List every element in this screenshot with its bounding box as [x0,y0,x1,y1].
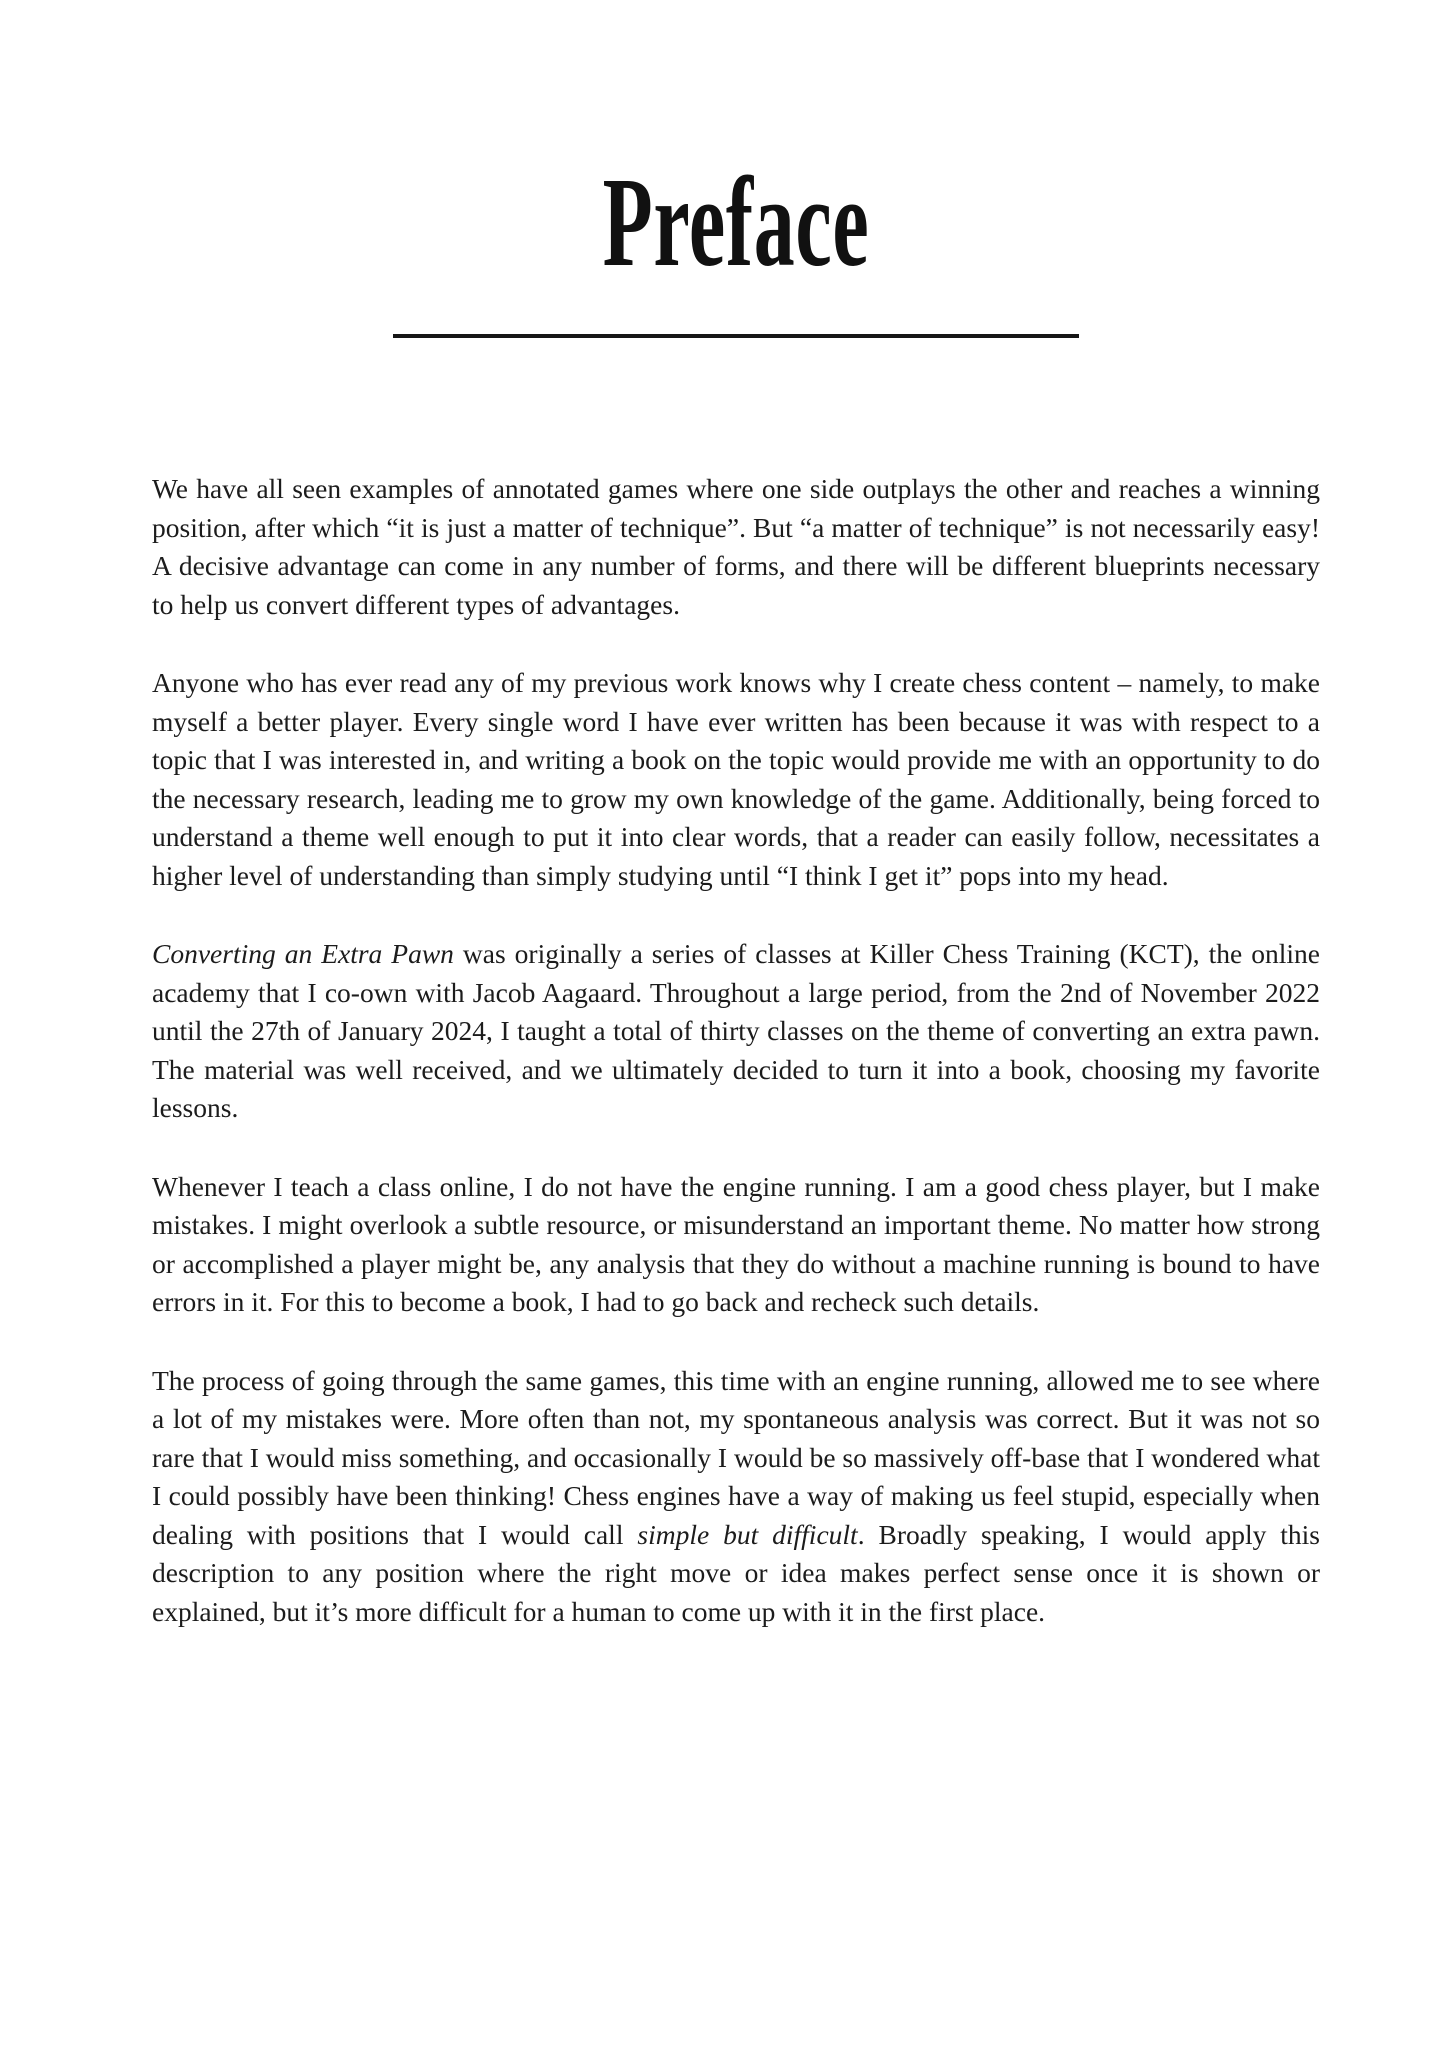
paragraph-3: Converting an Extra Pawn was originally a series of classes at Killer Chess Training (KCT), the online academy that I co-own with Jacob Aagaard. Throughout a large period, from the 2nd of November 2022 until the 27th of January 2024, I taught a total of thirty classes on the theme of converting an extra pawn. The material was well received, and we ultimately decided to turn it into a book, choosing my favorite lessons. [152,938,1320,1123]
paragraph-2: Anyone who has ever read any of my previous work knows why I create chess content – namely, to make myself a better player. Every single word I have ever written has been because it was with respect to a topic that I was interested in, and writing a book on the topic would provide me with an opportunity to do the necessary research, leading me to grow my own knowledge of the game. Additionally, being forced to understand a theme well enough to put it into clear words, that a reader can easily follow, necessitates a higher level of understanding than simply studying until “I think I get it” pops into my head. [152,667,1320,891]
paragraph-5: The process of going through the same games, this time with an engine running, allowed me to see where a lot of my mistakes were. More often than not, my spontaneous analysis was correct. But it was not so rare that I would miss something, and occasionally I would be so massively off-base that I wondered what I could possibly have been thinking! Chess engines have a way of making us feel stupid, especially when dealing with positions that I would call simple but difficult. Broadly speaking, I would apply this description to any position where the right move or idea makes perfect sense once it is shown or explained, but it’s more difficult for a human to come up with it in the first place. [152,1364,1320,1627]
title-divider [393,334,1079,338]
paragraph-1: We have all seen examples of annotated games where one side outplays the other and reaches a winning position, after which “it is just a matter of technique”. But “a matter of technique” is not necessarily easy! A decisive advantage can come in any number of forms, and there will be different blueprints necessary to help us convert different types of advantages. [152,473,1320,620]
paragraph-4: Whenever I teach a class online, I do not have the engine running. I am a good chess player, but I make mistakes. I might overlook a subtle resource, or misunderstand an important theme. No matter how strong or accomplished a player might be, any analysis that they do without a machine running is bound to have errors in it. For this to become a book, I had to go back and recheck such details. [152,1170,1320,1317]
preface-body [152,470,1320,1631]
page-content [152,0,1320,1671]
page-title: Preface [602,151,870,293]
